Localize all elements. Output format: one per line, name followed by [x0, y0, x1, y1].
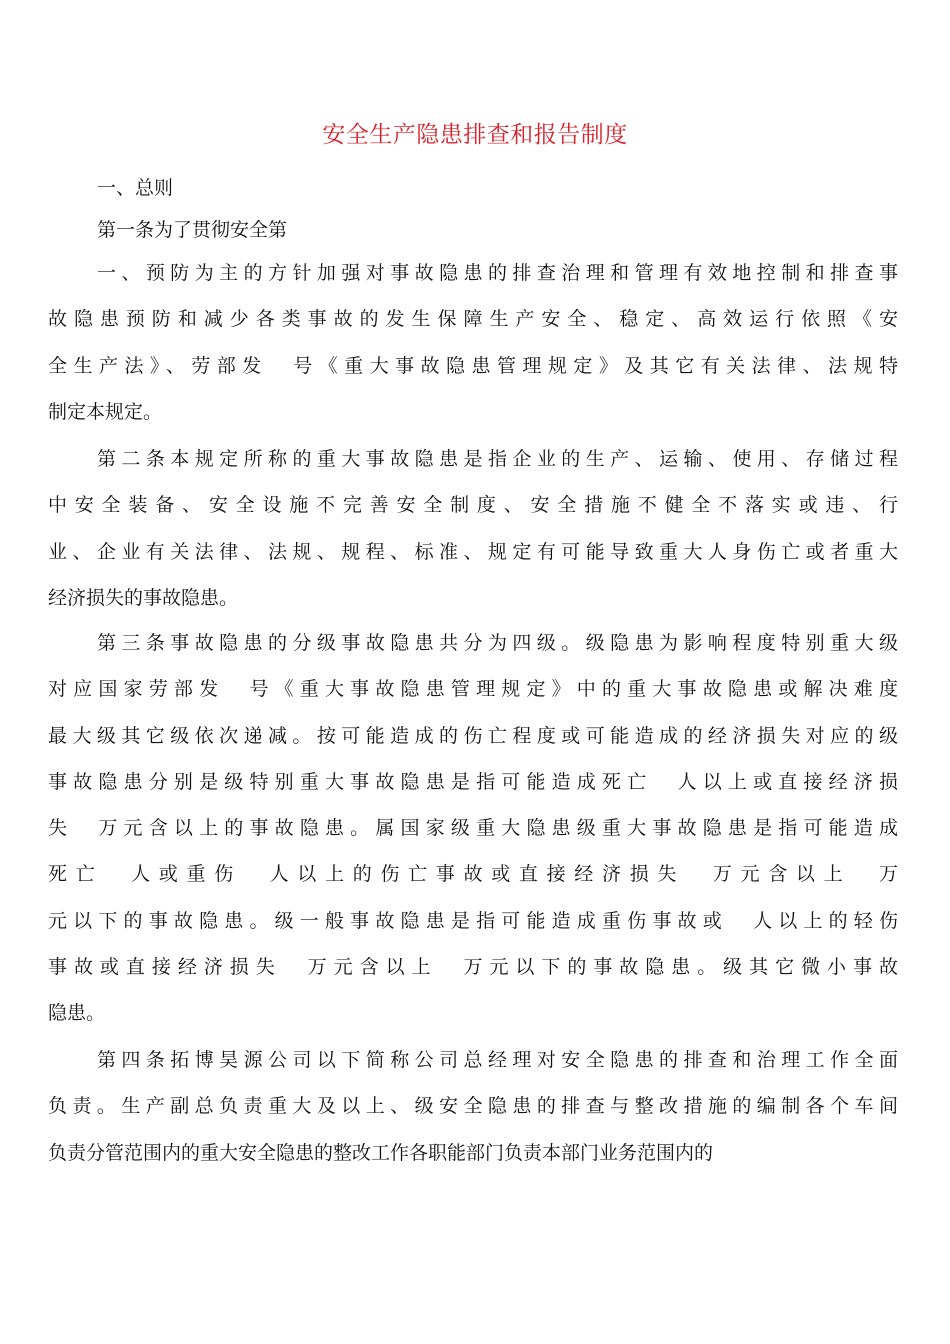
paragraph-article-2 — [48, 444, 898, 629]
paragraph-line: 对应国家劳部发 号《重大事故隐患管理规定》中的重大事故隐患或解决难度 — [48, 678, 898, 701]
paragraph-line: 负责分管范围内的重大安全隐患的整改工作各职能部门负责本部门业务范围内的 — [48, 1141, 714, 1164]
document-title: 安全生产隐患排查和报告制度 — [322, 122, 628, 148]
paragraph-line: 故隐患预防和减少各类事故的发生保障生产安全、稳定、高效运行依照《安 — [48, 308, 898, 331]
paragraph-article-1 — [48, 258, 898, 443]
paragraph-line: 死亡 人或重伤 人以上的伤亡事故或直接经济损失 万元含以上 万 — [48, 863, 898, 886]
paragraph-line: 全生产法》、劳部发 号《重大事故隐患管理规定》及其它有关法律、法规特 — [48, 354, 898, 377]
paragraph-line: 事故或直接经济损失 万元含以上 万元以下的事故隐患。级其它微小事故 — [48, 956, 898, 979]
paragraph-line: 业、企业有关法律、法规、规程、标准、规定有可能导致重大人身伤亡或者重大 — [48, 540, 898, 563]
paragraph-line: 经济损失的事故隐患。 — [48, 586, 239, 609]
paragraph-line: 元以下的事故隐患。级一般事故隐患是指可能造成重伤事故或 人以上的轻伤 — [48, 909, 898, 932]
paragraph-line: 制定本规定。 — [48, 400, 163, 423]
paragraph-line: 一、预防为主的方针加强对事故隐患的排查治理和管理有效地控制和排查事 — [97, 262, 898, 284]
section-heading: 一、总则 — [97, 177, 174, 199]
paragraph-line: 事故隐患分别是级特别重大事故隐患是指可能造成死亡 人以上或直接经济损 — [48, 770, 898, 793]
paragraph-line: 中安全装备、安全设施不完善安全制度、安全措施不健全不落实或违、行 — [48, 494, 898, 517]
paragraph-line: 第三条事故隐患的分级事故隐患共分为四级。级隐患为影响程度特别重大级 — [97, 632, 898, 654]
paragraph-line: 负责。生产副总负责重大及以上、级安全隐患的排查与整改措施的编制各个车间 — [48, 1095, 898, 1118]
article-1-intro: 第一条为了贯彻安全第 — [97, 219, 288, 241]
paragraph-line: 最大级其它级依次递减。按可能造成的伤亡程度或可能造成的经济损失对应的级 — [48, 724, 898, 747]
paragraph-line: 第四条拓博昊源公司以下简称公司总经理对安全隐患的排查和治理工作全面 — [97, 1049, 898, 1071]
paragraph-line: 失 万元含以上的事故隐患。属国家级重大隐患级重大事故隐患是指可能造成 — [48, 817, 898, 840]
paragraph-article-3 — [48, 628, 898, 1045]
paragraph-article-4 — [48, 1045, 898, 1184]
paragraph-line: 第二条本规定所称的重大事故隐患是指企业的生产、运输、使用、存储过程 — [97, 448, 898, 470]
paragraph-line: 隐患。 — [48, 1002, 106, 1025]
